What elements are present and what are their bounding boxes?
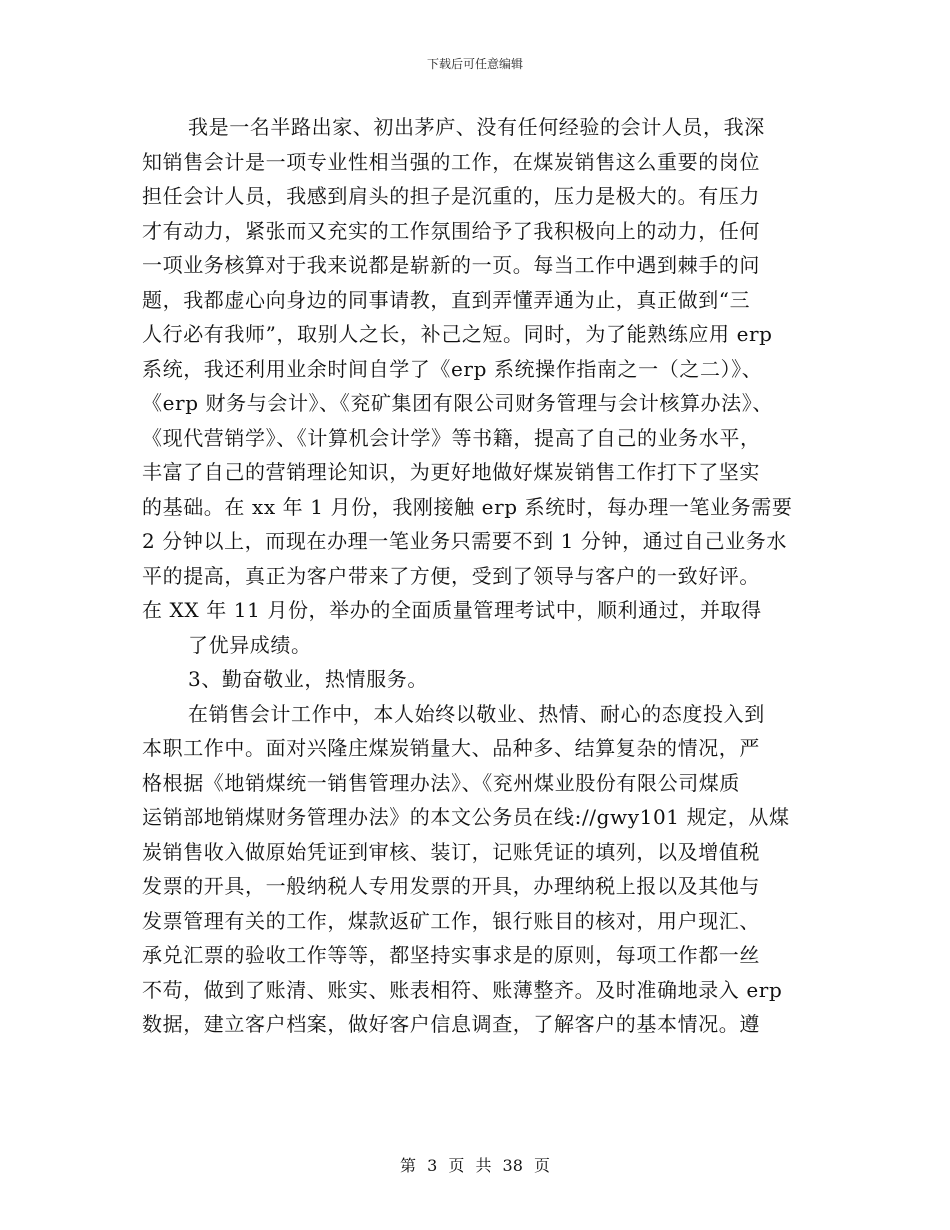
page-number-footer: 第 3 页 共 38 页 bbox=[400, 1156, 550, 1175]
paragraph-line: 炭销售收入做原始凭证到审核、装订，记账凭证的填列，以及增值税 bbox=[142, 839, 760, 864]
paragraph-line: 格根据《地销煤统一销售管理办法》、《兖州煤业股份有限公司煤质 bbox=[142, 770, 740, 795]
paragraph-line: 《erp 财务与会计》、《兖矿集团有限公司财务管理与会计核算办法》、 bbox=[142, 391, 773, 415]
paragraph-line: 在 XX 年 11 月份，举办的全面质量管理考试中，顺利通过，并取得 bbox=[142, 598, 762, 622]
paragraph-line: 了优异成绩。 bbox=[188, 632, 312, 657]
paragraph-line: 数据，建立客户档案，做好客户信息调查，了解客户的基本情况。遵 bbox=[142, 1012, 760, 1036]
paragraph-line: 知销售会计是一项专业性相当强的工作，在煤炭销售这么重要的岗位 bbox=[142, 149, 760, 174]
section-heading: 3、勤奋敬业，热情服务。 bbox=[188, 667, 428, 691]
paragraph-line: 我是一名半路出家、初出茅庐、没有任何经验的会计人员，我深 bbox=[188, 115, 765, 139]
paragraph-line: 《现代营销学》、《计算机会计学》等书籍，提高了自己的业务水平， bbox=[142, 425, 761, 450]
paragraph-line: 运销部地销煤财务管理办法》的本文公务员在线://gwy101 规定，从煤 bbox=[142, 805, 790, 829]
paragraph-line: 承兑汇票的验收工作等等，都坚持实事求是的原则，每项工作都一丝 bbox=[142, 943, 760, 967]
paragraph-line: 丰富了自己的营销理论知识，为更好地做好煤炭销售工作打下了坚实 bbox=[142, 460, 760, 484]
paragraph-line: 发票管理有关的工作，煤款返矿工作，银行账目的核对，用户现汇、 bbox=[142, 908, 760, 933]
paragraph-line: 担任会计人员，我感到肩头的担子是沉重的，压力是极大的。有压力 bbox=[142, 184, 760, 208]
paragraph-line: 才有动力，紧张而又充实的工作氛围给予了我积极向上的动力，任何 bbox=[142, 218, 760, 243]
header-note: 下载后可任意编辑 bbox=[426, 57, 523, 71]
paragraph-line: 发票的开具，一般纳税人专用发票的开具，办理纳税上报以及其他与 bbox=[142, 874, 760, 898]
document-body bbox=[142, 110, 842, 1042]
paragraph-line: 题，我都虚心向身边的同事请教，直到弄懂弄通为止，真正做到“三 bbox=[142, 287, 751, 312]
paragraph-line: 不苟，做到了账清、账实、账表相符、账薄整齐。及时准确地录入 erp bbox=[142, 977, 783, 1002]
paragraph-line: 2 分钟以上，而现在办理一笔业务只需要不到 1 分钟，通过自己业务水 bbox=[142, 529, 787, 553]
paragraph-line: 人行必有我师”，取别人之长，补己之短。同时，为了能熟练应用 erp bbox=[142, 322, 773, 346]
paragraph-line: 一项业务核算对于我来说都是崭新的一页。每当工作中遇到棘手的问 bbox=[142, 253, 760, 277]
paragraph-line: 在销售会计工作中，本人始终以敬业、热情、耐心的态度投入到 bbox=[188, 701, 765, 726]
paragraph-line: 本职工作中。面对兴隆庄煤炭销量大、品种多、结算复杂的情况，严 bbox=[142, 736, 760, 760]
paragraph-line: 的基础。在 xx 年 1 月份，我刚接触 erp 系统时，每办理一笔业务需要 bbox=[142, 494, 793, 519]
paragraph-line: 系统，我还利用业余时间自学了《erp 系统操作指南之一（之二）》、 bbox=[142, 356, 763, 381]
paragraph-line: 平的提高，真正为客户带来了方便，受到了领导与客户的一致好评。 bbox=[142, 563, 760, 588]
